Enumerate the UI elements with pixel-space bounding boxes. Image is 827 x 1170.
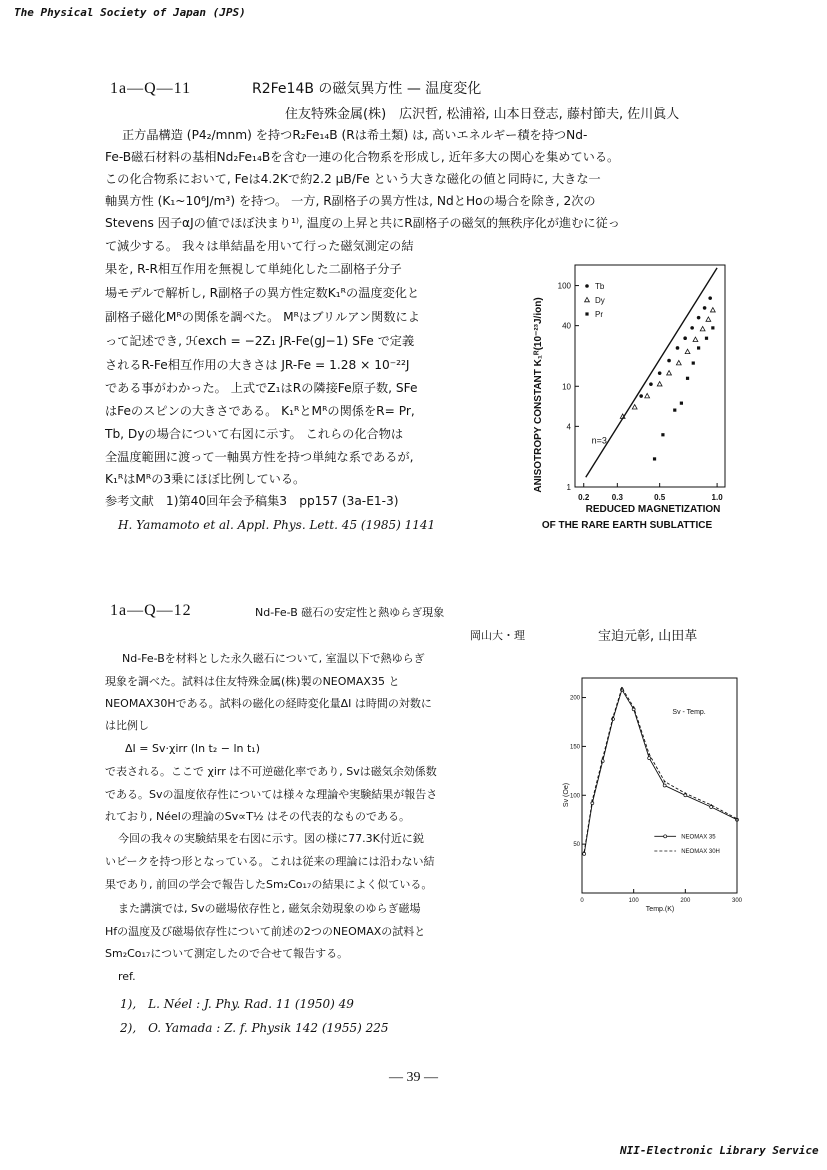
footer-service: NII-Electronic Library Service — [620, 1144, 819, 1157]
legend-label: Dy — [595, 296, 605, 305]
data-point-tb — [639, 394, 643, 398]
data-point-pr — [673, 409, 676, 412]
body-line: れており, Néelの理論のSv∝T½ はその代表的なものである。 — [105, 810, 411, 823]
y-tick-label: 200 — [569, 695, 580, 702]
x-tick-label: 300 — [731, 898, 743, 904]
y-tick-label: 100 — [557, 281, 571, 291]
abstract2-code: 1a—Q—12 — [110, 602, 192, 619]
x-tick-label: 0.3 — [611, 493, 623, 502]
data-point-tb — [585, 284, 589, 288]
abstract1-reference: H. Yamamoto et al. Appl. Phys. Lett. 45 (1985) 1141 — [118, 518, 436, 532]
body-line: されるR-Fe相互作用の大きさは JR-Fe = 1.28 × 10⁻²²J — [105, 358, 410, 372]
y-tick-label: 10 — [562, 382, 571, 392]
body-line: ref. — [118, 970, 136, 983]
data-point-dy — [645, 393, 650, 397]
data-point-pr — [680, 402, 683, 405]
x-tick-label: 0.5 — [654, 493, 666, 502]
data-point-tb — [676, 346, 680, 350]
data-point-dy — [685, 349, 690, 353]
data-point-dy — [700, 326, 705, 330]
data-point-pr — [686, 377, 689, 380]
y-tick-label: 150 — [569, 744, 580, 751]
data-point-tb — [658, 371, 662, 375]
legend-label: Tb — [595, 282, 605, 291]
x-axis-label: REDUCED MAGNETIZATION — [585, 504, 721, 515]
data-point-pr — [705, 337, 708, 340]
body-line: 果を, R-R相互作用を無視して単純化した二副格子分子 — [105, 262, 402, 276]
n3-annotation: n=3 — [591, 435, 607, 446]
body-line: NEOMAX30Hである。試料の磁化の経時変化量ΔI は時間の対数に — [105, 697, 432, 710]
x-axis-label-2: OF THE RARE EARTH SUBLATTICE — [541, 520, 713, 531]
body-line: 正方晶構造 (P4₂/mnm) を持つR₂Fe₁₄B (Rは希土類) は, 高いエネルギー積を持つNd- — [122, 128, 588, 142]
reference-1: 1), L. Néel : J. Phy. Rad. 11 (1950) 49 — [120, 997, 354, 1011]
data-point — [612, 716, 614, 718]
plot-frame — [582, 678, 737, 893]
body-line: Sm₂Co₁₇について測定したので合せて報告する。 — [105, 947, 349, 960]
data-point-tb — [649, 382, 653, 386]
sv-temperature-chart — [560, 670, 760, 920]
data-point — [648, 753, 650, 755]
x-tick-label: 0.2 — [578, 493, 590, 502]
data-point — [591, 799, 593, 801]
data-point — [633, 706, 635, 708]
data-point-dy — [585, 297, 590, 301]
data-point-pr — [697, 346, 700, 349]
data-point-dy — [676, 360, 681, 364]
body-line: この化合物系において, Feは4.2Kで約2.2 μB/Fe という大きな磁化の値と同時に, 大きな一 — [105, 172, 601, 186]
x-tick-label: 0 — [580, 898, 584, 904]
y-tick-label: 4 — [566, 422, 571, 432]
abstract1-code: 1a—Q—11 — [110, 80, 192, 97]
body-line: Tb, Dyの場合について右図に示す。 これらの化合物は — [105, 427, 404, 441]
data-point — [602, 757, 604, 759]
reference-2: 2), O. Yamada : Z. f. Physik 142 (1955) 225 — [120, 1021, 389, 1035]
x-tick-label: 1.0 — [711, 493, 723, 502]
data-point-dy — [667, 371, 672, 375]
anisotropy-chart — [505, 255, 755, 535]
data-point-pr — [711, 326, 714, 329]
data-point-pr — [661, 433, 664, 436]
page-number: — 39 — — [389, 1070, 438, 1085]
legend-label: NEOMAX 35 — [681, 834, 716, 841]
data-point — [663, 784, 666, 787]
data-point-tb — [667, 359, 671, 363]
data-point-dy — [706, 317, 711, 321]
body-line: いピークを持つ形となっている。これは従来の理論には沿わない結 — [105, 855, 435, 868]
body-line: Hfの温度及び磁場依存性について前述の2つのNEOMAXの試料と — [105, 925, 426, 938]
body-line: 参考文献 1)第40回年会予稿集3 pp157 (3a-E1-3) — [105, 494, 399, 508]
body-line: って記述でき, ℋexch = −2Z₁ JR-Fe(gJ−1) SFe で定義 — [105, 334, 415, 348]
data-point — [648, 757, 651, 760]
y-axis-label: Sv (Oe) — [563, 782, 570, 808]
legend-label: Pr — [595, 310, 603, 319]
body-line: である。Svの温度依存性については様々な理論や実験結果が報告さ — [105, 788, 438, 801]
data-point-tb — [708, 296, 712, 300]
abstract1-authors: 住友特殊金属(株) 広沢哲, 松浦裕, 山本日登志, 藤村節夫, 佐川眞人 — [285, 107, 680, 122]
body-line: 副格子磁化Mᴿの関係を調べた。 Mᴿはブリルアン関数によ — [105, 310, 420, 324]
data-point-dy — [632, 405, 637, 409]
data-point-tb — [697, 316, 701, 320]
data-point — [621, 687, 623, 689]
x-tick-label: 200 — [680, 898, 691, 904]
abstract1-title: R2Fe14B の磁気異方性 — 温度変化 — [252, 81, 482, 97]
body-line: Stevens 因子αJの値でほぼ決まり¹⁾, 温度の上昇と共にR副格子の磁気的無秩序化が進むに従っ — [105, 216, 620, 230]
data-point — [710, 804, 712, 806]
series-line — [584, 688, 737, 852]
data-point-pr — [653, 457, 656, 460]
body-line: また講演では, Svの磁場依存性と, 磁気余効現象のゆらぎ磁場 — [118, 902, 421, 915]
series-line — [584, 690, 737, 854]
y-tick-label: 40 — [562, 321, 571, 331]
body-line: て減少する。 我々は単結晶を用いて行った磁気測定の結 — [105, 239, 414, 253]
legend-marker — [664, 835, 667, 838]
data-point-tb — [683, 336, 687, 340]
body-line: 軸異方性 (K₁~10⁶J/m³) を持つ。 一方, R副格子の異方性は, NdとHoの場合を除き, 2次の — [105, 194, 596, 208]
body-line: 果であり, 前回の学会で報告したSm₂Co₁₇の結果によく似ている。 — [105, 878, 433, 891]
y-tick-label: 1 — [566, 483, 571, 492]
x-axis-label: Temp.(K) — [645, 906, 675, 913]
data-point — [583, 852, 586, 855]
body-line: は比例し — [105, 719, 149, 732]
x-tick-label: 100 — [628, 898, 639, 904]
data-point-dy — [693, 337, 698, 341]
data-point — [664, 781, 666, 783]
body-line: で表される。ここで χirr は不可逆磁化率であり, Svは磁気余効係数 — [105, 765, 437, 778]
body-line: 今回の我々の実験結果を右図に示す。図の様に77.3K付近に鋭 — [118, 832, 424, 845]
y-tick-label: 50 — [573, 842, 580, 849]
journal-header: The Physical Society of Japan (JPS) — [14, 6, 246, 19]
data-point-pr — [692, 361, 695, 364]
fit-line-n3 — [586, 268, 717, 477]
y-axis-label: ANISOTROPY CONSTANT K₁ᴿ(10⁻²³J/ion) — [533, 297, 544, 493]
body-line: ΔI = Sv·χirr (ln t₂ − ln t₁) — [125, 742, 261, 755]
data-point — [583, 851, 585, 853]
body-line: である事がわかった。 上式でZ₁はRの隣接Fe原子数, SFe — [105, 381, 418, 395]
legend-label: NEOMAX 30H — [681, 848, 720, 855]
sv-temp-annotation: Sv - Temp. — [672, 709, 706, 717]
data-point-dy — [657, 382, 662, 386]
abstract2-title: Nd-Fe-B 磁石の安定性と熱ゆらぎ現象 — [255, 606, 445, 619]
body-line: Nd-Fe-Bを材料とした永久磁石について, 室温以下で熱ゆらぎ — [122, 652, 425, 665]
body-line: Fe-B磁石材料の基相Nd₂Fe₁₄Bを含む一連の化合物系を形成し, 近年多大の関心を集めている。 — [105, 150, 620, 164]
data-point — [684, 792, 686, 794]
body-line: 全温度範囲に渡って一軸異方性を持つ単純な系であるが, — [105, 450, 414, 464]
body-line: K₁ᴿはMᴿの3乗にほぼ比例している。 — [105, 472, 306, 486]
data-point-tb — [703, 306, 707, 310]
body-line: はFeのスピンの大きさである。 K₁ᴿとMᴿの関係をR= Pr, — [105, 404, 415, 418]
data-point-dy — [710, 308, 715, 312]
abstract2-affiliation: 岡山大・理 — [470, 629, 525, 642]
data-point-tb — [690, 326, 694, 330]
body-line: 現象を調べた。試料は住友特殊金属(株)製のNEOMAX35 と — [105, 675, 400, 688]
y-tick-label: 100 — [569, 793, 580, 800]
data-point-pr — [585, 312, 588, 315]
body-line: 場モデルで解析し, R副格子の異方性定数K₁ᴿの温度変化と — [105, 286, 420, 300]
abstract2-authors: 宝迫元彰, 山田革 — [598, 629, 698, 644]
